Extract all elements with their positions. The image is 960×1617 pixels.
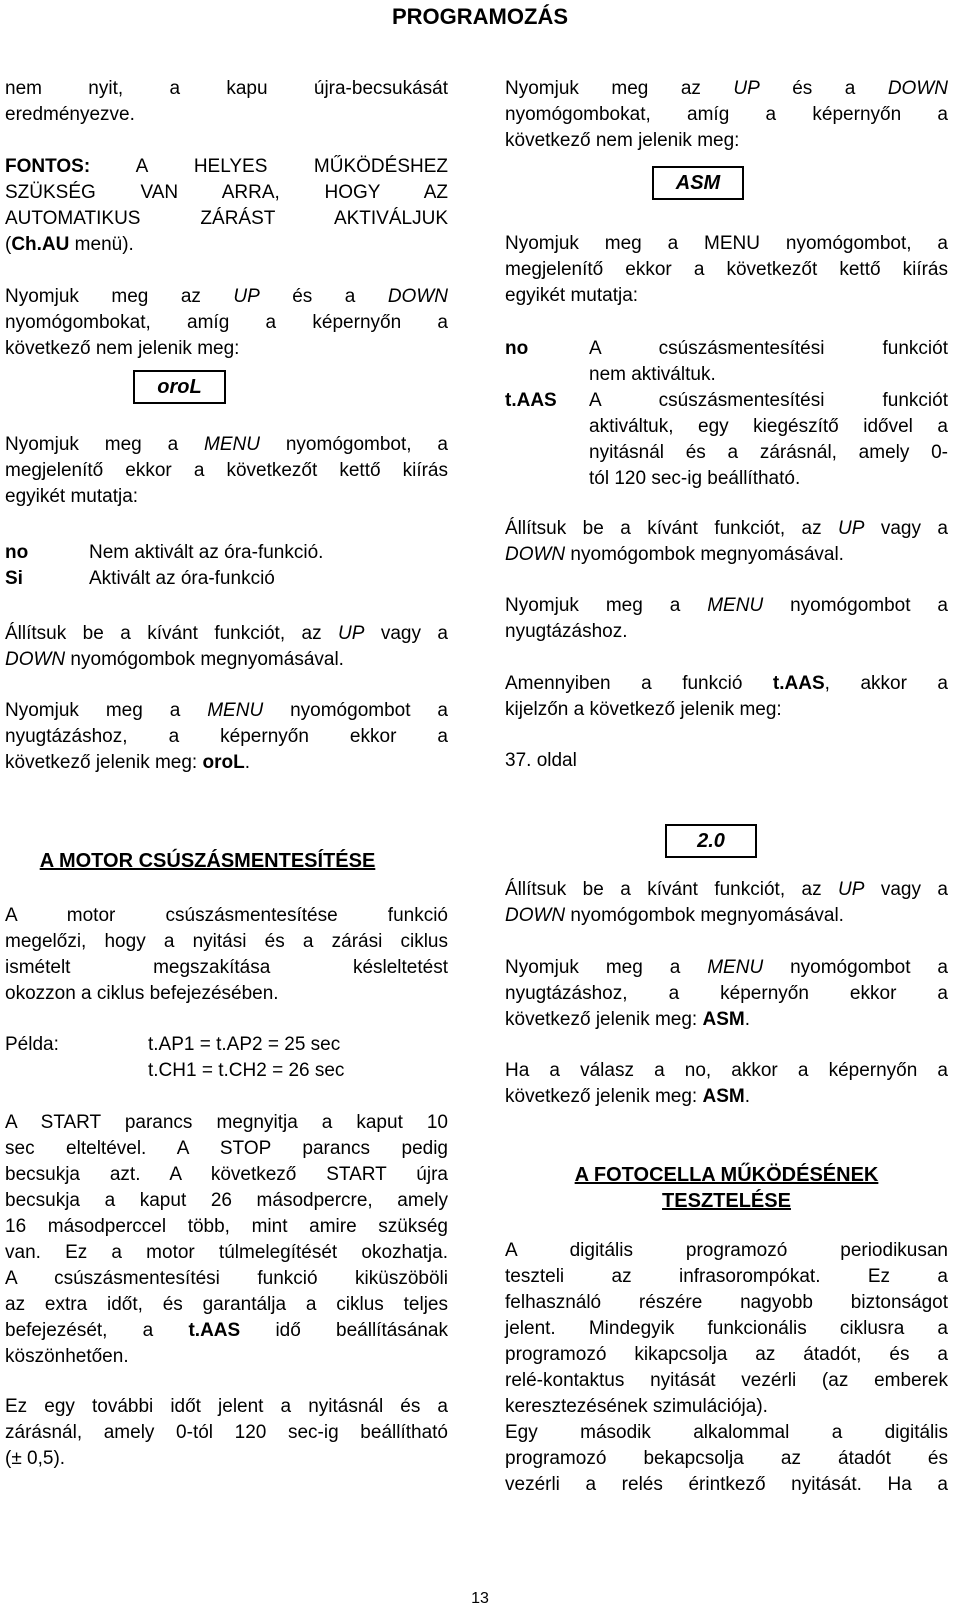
button-name: MENU [707,595,764,616]
button-name: UP [838,879,865,900]
option-text: Aktivált az óra-funkció [89,568,275,589]
text-line: Egy második alkalommal a digitális [505,1422,948,1443]
button-name: MENU [207,700,264,721]
text-line: jelent. Mindegyik funkcionális ciklusra a [505,1318,948,1339]
text-line [505,593,948,619]
text-line: okozzon a ciklus befejezésében. [5,983,279,1004]
display-code: t.AAS [188,1320,241,1341]
text-span: vagy a [864,879,948,900]
text-span: következő jelenik meg: [505,1009,703,1030]
text-span: Nyomjuk meg a [5,700,208,721]
text-line [505,1084,948,1110]
button-name: DOWN [387,286,448,307]
display-box-orol: oroL [133,370,226,404]
text-line: az extra időt, és garantálja a ciklus teljes [5,1294,448,1315]
paragraph [5,698,448,776]
text-line: relé-kontaktus nyitását vezérli (az emberek [505,1370,948,1391]
text-line: megjelenítő ekkor a következőt kettő kiírás [5,460,448,481]
text-line [5,232,448,258]
paragraph [5,1110,448,1370]
paragraph [505,76,948,154]
example-label: Példa: [5,1034,59,1055]
text-span: Amennyiben a funkció [505,673,773,694]
text-line: programozó kikapcsolja az átadót, és a [505,1344,948,1365]
button-name: DOWN [505,544,566,565]
paragraph [5,1394,448,1472]
text-line: következő nem jelenik meg: [505,130,740,151]
text-line [505,76,948,102]
example [5,1032,448,1084]
paragraph [505,955,948,1033]
paragraph [505,231,948,309]
text-span: nyomógombok megnyomásával. [565,544,844,565]
menu-code: Ch.AU [11,234,70,255]
text-line: nyomógombokat, amíg a képernyőn a [505,104,948,125]
text-line: egyikét mutatja: [505,285,639,306]
text-line [5,284,448,310]
text-span: következő jelenik meg: [5,752,203,773]
text-line: becsukja azt. A következő START újra [5,1164,448,1185]
text-line: kijelzőn a következő jelenik meg: [505,699,782,720]
text-line [505,671,948,697]
text-span: vagy a [364,623,448,644]
paragraph [505,1238,948,1498]
text-span: nyomógombot, a [260,434,448,455]
text-line [505,877,948,903]
text-span: nyomógombok megnyomásával. [65,649,344,670]
heading-line: A FOTOCELLA MŰKÖDÉSÉNEK [574,1164,879,1186]
button-name: DOWN [5,649,66,670]
text-line: köszönhetően. [5,1346,129,1367]
text-line [505,516,948,542]
text-line: tól 120 sec-ig beállítható. [589,468,801,489]
button-name: UP [733,78,760,99]
option-text [589,336,948,388]
text-line: AUTOMATIKUS ZÁRÁST AKTIVÁLJUK [5,208,448,229]
text-line: nyitásnál és a zárásnál, amely 0- [589,442,948,463]
display-code: ASM [702,1009,745,1030]
text-span: Nyomjuk meg a [505,595,708,616]
option-text [589,388,948,492]
text-line [5,621,448,647]
text-line: felhasználó részére nagyobb biztonságot [505,1292,948,1313]
text-span: idő beállításának [240,1320,448,1341]
text-span: . [744,1009,751,1030]
button-name: UP [233,286,260,307]
text-line: t.CH1 = t.CH2 = 26 sec [148,1060,345,1081]
text-line: nyugtázáshoz, a képernyőn ekkor a [5,726,448,747]
text-line: van. Ez a motor túlmelegítését okozhatja. [5,1242,448,1263]
text-line [5,698,448,724]
button-name: DOWN [505,905,566,926]
text-span: nyomógombot a [263,700,448,721]
text-span: . [744,1086,751,1107]
option-taas [505,388,948,492]
text-line: A csúszásmentesítési funkciót [589,338,948,359]
text-line: t.AP1 = t.AP2 = 25 sec [148,1034,341,1055]
text-line: eredményezve. [5,104,135,125]
option-no [505,336,948,388]
text-line: aktiváltuk, egy kiegészítő idővel a [589,416,948,437]
text-line: nem nyit, a kapu újra-becsukását [5,78,448,99]
text-line: Ez egy további időt jelent a nyitásnál és a [5,1396,448,1417]
page-title: PROGRAMOZÁS [392,4,568,29]
text-line: (± 0,5). [5,1448,66,1469]
text-span: és a [759,78,888,99]
text-line [5,750,448,776]
text-span: nyomógombot a [763,957,948,978]
button-name: DOWN [887,78,948,99]
text-line: vezérli a relés érintkező nyitását. Ha a [505,1474,948,1495]
text-line: egyikét mutatja: [5,486,139,507]
text-span: menü). [69,234,134,255]
text-span: Nyomjuk meg az [5,286,234,307]
text-line: becsukja a kaput 26 másodpercre, amely [5,1190,448,1211]
text-line [505,1007,948,1033]
paragraph [505,593,948,645]
text-line: Nyomjuk meg a MENU nyomógombot, a [505,233,948,254]
text-line: keresztezésének szimulációja). [505,1396,768,1417]
text-line: SZÜKSÉG VAN ARRA, HOGY AZ [5,182,448,203]
button-name: MENU [707,957,764,978]
paragraph [5,903,448,1007]
paragraph [505,877,948,929]
text-line: A csúszásmentesítési funkció kiküszöböli [5,1268,448,1289]
paragraph [505,516,948,568]
button-name: UP [338,623,365,644]
paragraph [5,432,448,510]
text-line: zárásnál, amely 0-tól 120 sec-ig beállítható [5,1422,448,1443]
text-line: nyugtázáshoz, a képernyőn ekkor a [505,983,948,1004]
important-label: FONTOS: [5,156,91,177]
button-name: MENU [204,434,260,455]
section-heading-motor: A MOTOR CSÚSZÁSMENTESÍTÉSE [39,850,376,872]
text-span: következő jelenik meg: [505,1086,703,1107]
paragraph [505,1058,948,1110]
text-line: A csúszásmentesítési funkciót [589,390,948,411]
text-span: Nyomjuk meg a [5,434,205,455]
text-line [5,647,448,673]
text-line: megjelenítő ekkor a következőt kettő kiírás [505,259,948,280]
text-line: nyomógombokat, amíg a képernyőn a [5,312,448,333]
text-line: következő nem jelenik meg: [5,338,240,359]
text-span: , akkor a [824,673,948,694]
option-si [5,566,448,592]
text-line: A START parancs megnyitja a kaput 10 [5,1112,448,1133]
text-line [5,154,448,180]
text-span: nyomógombok megnyomásával. [565,905,844,926]
text-span: Nyomjuk meg az [505,78,734,99]
option-key: no [5,542,29,563]
display-code: oroL [202,752,245,773]
text-span: befejezését, a [5,1320,189,1341]
text-line: 16 másodperccel több, mint amire szükség [5,1216,448,1237]
section-heading-photocell [505,1162,948,1214]
text-span: vagy a [864,518,948,539]
paragraph [5,621,448,673]
text-line: nyugtázáshoz. [505,621,628,642]
paragraph [505,671,948,723]
text-span: Állítsuk be a kívánt funkciót, az [505,518,839,539]
option-no [5,540,448,566]
text-span: Állítsuk be a kívánt funkciót, az [5,623,339,644]
text-line: A motor csúszásmentesítése funkció [5,905,448,926]
option-key: t.AAS [505,390,557,411]
text-line [505,542,948,568]
button-name: UP [838,518,865,539]
text-line: A digitális programozó periodikusan [505,1240,948,1261]
text-span: ( [5,234,12,255]
text-line: megelőzi, hogy a nyitási és a zárási ciklus [5,931,448,952]
text-line: sec elteltével. A STOP parancs pedig [5,1138,448,1159]
page-reference [505,748,948,774]
important-note [5,154,448,258]
option-key: Si [5,568,23,589]
display-code: t.AAS [772,673,825,694]
text-line [505,903,948,929]
text-span: és a [259,286,388,307]
page-number: 13 [471,1590,489,1607]
option-text: Nem aktivált az óra-funkció. [89,542,324,563]
text-line: teszteli az infrasorompókat. Ez a [505,1266,948,1287]
text-span: nyomógombot a [763,595,948,616]
text-line [5,1318,448,1344]
text-line: 37. oldal [505,750,577,771]
text-line: programozó bekapcsolja az átadót és [505,1448,948,1469]
option-key: no [505,338,529,359]
text-line [505,955,948,981]
paragraph [5,284,448,362]
top-left-column [5,76,448,128]
text-span: Állítsuk be a kívánt funkciót, az [505,879,839,900]
text-span: Nyomjuk meg a [505,957,708,978]
text-line: ismételt megszakítása késleltetést [5,957,448,978]
text-span: . [244,752,250,773]
text-line: nem aktiváltuk. [589,364,716,385]
display-box-value: 2.0 [665,824,757,858]
display-box-asm: ASM [652,166,744,200]
heading-line: TESZTELÉSE [662,1190,791,1212]
text-line [5,432,448,458]
display-code: ASM [702,1086,745,1107]
text-line: Ha a válasz a no, akkor a képernyőn a [505,1060,948,1081]
text-span: A HELYES MŰKÖDÉSHEZ [135,156,448,177]
